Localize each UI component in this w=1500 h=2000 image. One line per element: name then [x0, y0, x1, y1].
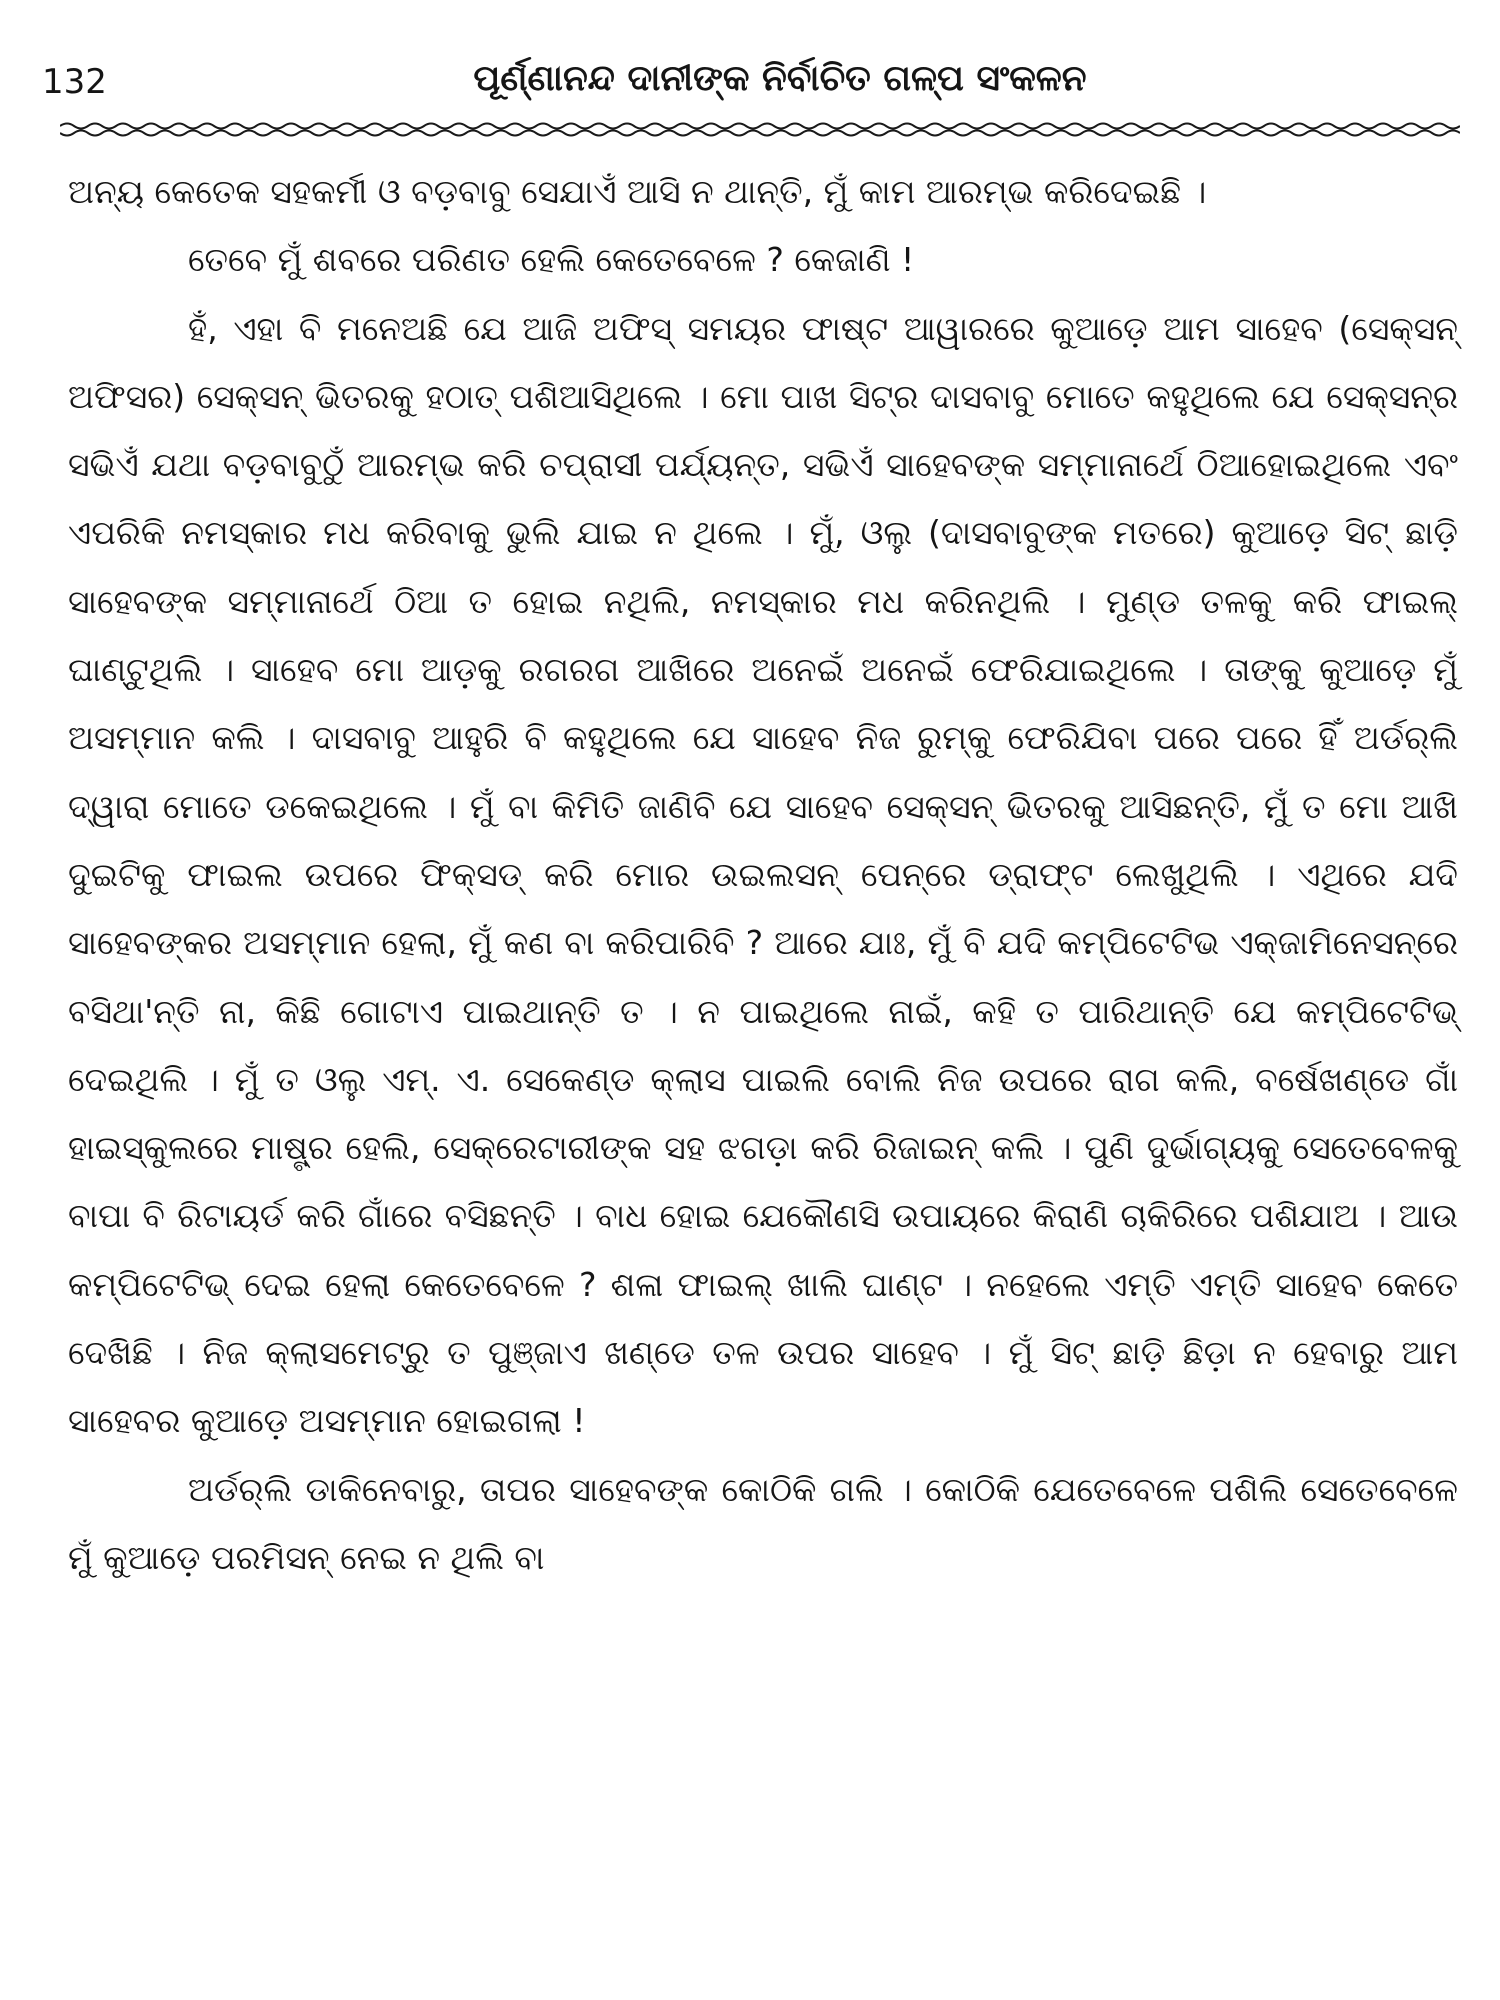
paragraph: ତେବେ ମୁଁ ଶବରେ ପରିଣତ ହେଲି କେତେବେଳେ ? କେଜାଣି !: [188, 240, 915, 280]
paragraph: ଅର୍ଡର୍‌ଲି ଡାକିନେବାରୁ, ତାପର ସାହେବଙ୍କ କୋଠିକି ଗଲି । କୋଠିକି ଯେତେବେଳେ ପଶିଲି ସେତେବେଳେ ମୁଁ କୁଆଡ଼େ ପରମିସନ୍ ନେଇ ନ ଥିଲି ବା: [68, 1469, 1458, 1577]
paragraph: ଅନ୍ୟ କେତେକ ସହକର୍ମୀ ଓ ବଡ଼ବାବୁ ସେଯାଏଁ ଆସି ନ ଥାନ୍ତି, ମୁଁ କାମ ଆରମ୍ଭ କରିଦେଇଛି ।: [68, 172, 1207, 211]
decorative-rule: [60, 120, 1460, 140]
body-text: [68, 158, 1458, 1592]
running-title: ପୂର୍ଣ୍ଣାନନ୍ଦ ଦାନୀଙ୍କ ନିର୍ବାଚିତ ଗଳ୍ପ ସଂକଳନ: [473, 58, 1087, 99]
page-number: 132: [42, 62, 107, 102]
paragraph: ହଁ, ଏହା ବି ମନେଅଛି ଯେ ଆଜି ଅଫିସ୍ ସମୟର ଫାଷ୍ଟ ଆୱାରରେ କୁଆଡ଼େ ଆମ ସାହେବ (ସେକ୍ସନ୍ ଅଫିସର) ସେକ୍ସନ୍ ଭିତରକୁ ହଠାତ୍ ପଶିଆସିଥିଲେ । ମୋ ପାଖ ସିଟ୍‌ର ଦାସବାବୁ ମୋତେ କହୁଥିଲେ ଯେ ସେକ୍ସନ୍‌ର ସଭିଏଁ ଯଥା ବଡ଼ବାବୁଠୁଁ ଆରମ୍ଭ କରି ଚପ୍ରାସୀ ପର୍ଯ୍ୟନ୍ତ, ସଭିଏଁ ସାହେବଙ୍କ ସମ୍ମାନାର୍ଥେ ଠିଆହୋଇଥିଲେ ଏବଂ ଏପରିକି ନମସ୍କାର ମଧ କରିବାକୁ ଭୁଲି ଯାଇ ନ ଥିଲେ । ମୁଁ, ଓଲୁ (ଦାସବାବୁଙ୍କ ମତରେ) କୁଆଡ଼େ ସିଟ୍ ଛାଡ଼ି ସାହେବଙ୍କ ସମ୍ମାନାର୍ଥେ ଠିଆ ତ ହୋଇ ନଥିଲି, ନମସ୍କାର ମଧ କରିନଥିଲି । ମୁଣ୍ଡ ତଳକୁ କରି ଫାଇଲ୍ ଘାଣ୍ଟୁଥିଲି । ସାହେବ ମୋ ଆଡ଼କୁ ରଗରଗ ଆଖିରେ ଅନେଇଁ ଅନେଇଁ ଫେରିଯାଇଥିଲେ । ତାଙ୍କୁ କୁଆଡ଼େ ମୁଁ ଅସମ୍ମାନ କଲି । ଦାସବାବୁ ଆହୁରି ବି କହୁଥିଲେ ଯେ ସାହେବ ନିଜ ରୁମ୍‌କୁ ଫେରିଯିବା ପରେ ପରେ ହିଁ ଅର୍ଡର୍‌ଲି ଦ୍ୱାରା ମୋତେ ଡକେଇଥିଲେ । ମୁଁ ବା କିମିତି ଜାଣିବି ଯେ ସାହେବ ସେକ୍ସନ୍ ଭିତରକୁ ଆସିଛନ୍ତି, ମୁଁ ତ ମୋ ଆଖି ଦୁଇଟିକୁ ଫାଇଲ ଉପରେ ଫିକ୍ସଡ୍ କରି ମୋର ଉଇଲସନ୍ ପେନ୍‌ରେ ଡ୍ରାଫ୍‌ଟ ଲେଖୁଥିଲି । ଏଥିରେ ଯଦି ସାହେବଙ୍କର ଅସମ୍ମାନ ହେଲା, ମୁଁ କଣ ବା କରିପାରିବି ? ଆରେ ଯାଃ, ମୁଁ ବି ଯଦି କମ୍ପିଟେଟିଭ ଏକ୍‌ଜାମିନେସନ୍‌ରେ ବସିଥା'ନ୍ତି ନା, କିଛି ଗୋଟାଏ ପାଇଥାନ୍ତି ତ । ନ ପାଇଥିଲେ ନାଇଁ, କହି ତ ପାରିଥାନ୍ତି ଯେ କମ୍ପିଟେଟିଭ୍ ଦେଇଥିଲି । ମୁଁ ତ ଓଲୁ ଏମ୍. ଏ. ସେକେଣ୍ଡ କ୍ଲାସ ପାଇଲି ବୋଲି ନିଜ ଉପରେ ରାଗ କଲି, ବର୍ଷେଖଣ୍ଡେ ଗାଁ ହାଇସ୍କୁଲରେ ମାଷ୍ଟ୍ର ହେଲି, ସେକ୍ରେଟାରୀଙ୍କ ସହ ଝଗଡ଼ା କରି ରିଜାଇନ୍ କଲି । ପୁଣି ଦୁର୍ଭାଗ୍ୟକୁ ସେତେବେଳକୁ ବାପା ବି ରିଟାୟର୍ଡ କରି ଗାଁରେ ବସିଛନ୍ତି । ବାଧ ହୋଇ ଯେକୌଣସି ଉପାୟରେ କିରାଣି ଚାକିରିରେ ପଶିଯାଅ । ଆଉ କମ୍ପିଟେଟିଭ୍ ଦେଇ ହେଲା କେତେବେଳେ ? ଶଳା ଫାଇଲ୍ ଖାଲି ଘାଣ୍ଟ । ନହେଲେ ଏମ୍‌ତି ଏମ୍‌ତି ସାହେବ କେତେ ଦେଖିଛି । ନିଜ କ୍ଲାସମେଟ୍‌ରୁ ତ ପୁଞ୍ଜାଏ ଖଣ୍ଡେ ତଳ ଉପର ସାହେବ । ମୁଁ ସିଟ୍ ଛାଡ଼ି ଛିଡ଼ା ନ ହେବାରୁ ଆମ ସାହେବର କୁଆଡ଼େ ଅସମ୍ମାନ ହୋଇଗଲା !: [68, 308, 1459, 1441]
